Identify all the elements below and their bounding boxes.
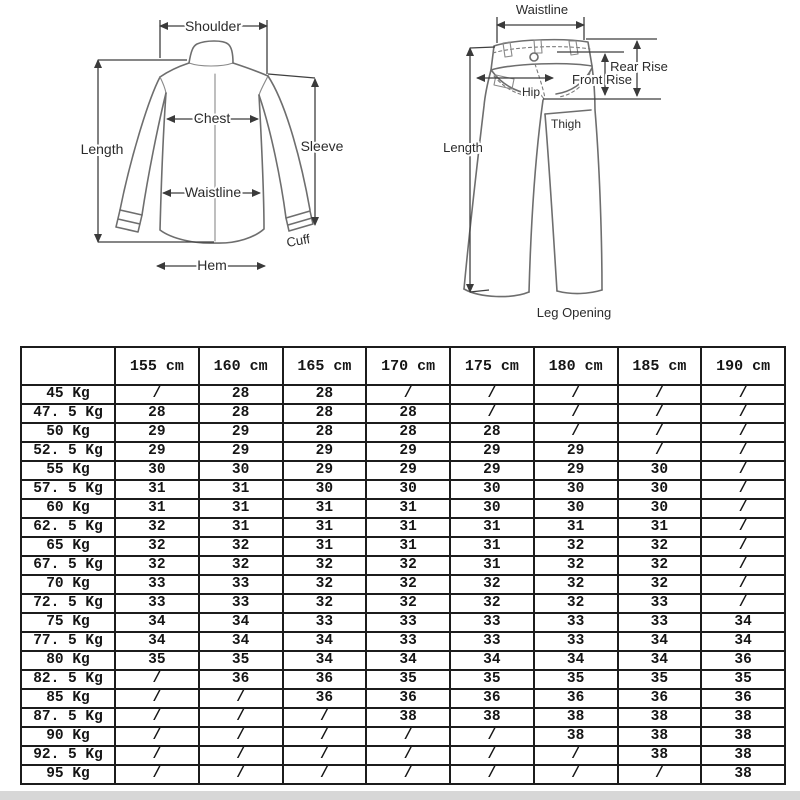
weight-row-header: 95 Kg bbox=[21, 765, 115, 784]
size-value-cell: 29 bbox=[115, 423, 199, 442]
size-value-cell: 38 bbox=[701, 708, 785, 727]
pants-length-label: Length bbox=[443, 140, 483, 155]
size-value-cell: 31 bbox=[366, 537, 450, 556]
size-value-cell: / bbox=[366, 727, 450, 746]
size-value-cell: / bbox=[701, 480, 785, 499]
size-value-cell: 38 bbox=[701, 727, 785, 746]
size-value-cell: 38 bbox=[534, 708, 618, 727]
size-value-cell: / bbox=[701, 404, 785, 423]
table-row bbox=[21, 404, 785, 423]
size-value-cell: / bbox=[199, 765, 283, 784]
size-value-cell: 35 bbox=[366, 670, 450, 689]
size-value-cell: 33 bbox=[450, 632, 534, 651]
pants-thigh-label: Thigh bbox=[550, 117, 582, 131]
size-value-cell: / bbox=[283, 746, 367, 765]
table-row bbox=[21, 556, 785, 575]
size-value-cell: 30 bbox=[115, 461, 199, 480]
size-value-cell: 31 bbox=[115, 480, 199, 499]
size-value-cell: 34 bbox=[450, 651, 534, 670]
size-value-cell: / bbox=[618, 765, 702, 784]
shirt-diagram bbox=[81, 18, 344, 273]
size-value-cell: 36 bbox=[366, 689, 450, 708]
size-value-cell: / bbox=[534, 746, 618, 765]
shirt-cuff-label: Cuff bbox=[285, 231, 312, 251]
size-value-cell: 31 bbox=[534, 518, 618, 537]
size-value-cell: 32 bbox=[534, 556, 618, 575]
shirt-labels bbox=[81, 18, 344, 273]
weight-row-header: 92. 5 Kg bbox=[21, 746, 115, 765]
table-row bbox=[21, 727, 785, 746]
size-value-cell: 34 bbox=[701, 613, 785, 632]
pants-leg-opening-label: Leg Opening bbox=[536, 305, 612, 320]
pants-rear-rise-label: Rear Rise bbox=[610, 59, 668, 74]
size-value-cell: 31 bbox=[283, 518, 367, 537]
size-value-cell: / bbox=[701, 518, 785, 537]
size-value-cell: 28 bbox=[450, 423, 534, 442]
size-value-cell: / bbox=[199, 708, 283, 727]
height-column-header: 185 cm bbox=[618, 347, 702, 385]
height-column-header: 180 cm bbox=[534, 347, 618, 385]
size-value-cell: 35 bbox=[534, 670, 618, 689]
table-row bbox=[21, 518, 785, 537]
size-value-cell: 32 bbox=[199, 556, 283, 575]
size-value-cell: 32 bbox=[450, 575, 534, 594]
size-value-cell: 32 bbox=[115, 518, 199, 537]
size-value-cell: / bbox=[283, 708, 367, 727]
size-value-cell: 30 bbox=[618, 461, 702, 480]
weight-row-header: 60 Kg bbox=[21, 499, 115, 518]
size-value-cell: 31 bbox=[450, 556, 534, 575]
size-value-cell: 30 bbox=[283, 480, 367, 499]
size-value-cell: 32 bbox=[115, 537, 199, 556]
size-value-cell: 33 bbox=[115, 594, 199, 613]
size-value-cell: 29 bbox=[115, 442, 199, 461]
size-value-cell: / bbox=[618, 404, 702, 423]
size-value-cell: 29 bbox=[283, 461, 367, 480]
size-value-cell: 36 bbox=[618, 689, 702, 708]
weight-row-header: 77. 5 Kg bbox=[21, 632, 115, 651]
table-row bbox=[21, 461, 785, 480]
size-value-cell: 38 bbox=[618, 708, 702, 727]
weight-row-header: 72. 5 Kg bbox=[21, 594, 115, 613]
size-value-cell: / bbox=[115, 670, 199, 689]
header-row bbox=[21, 347, 785, 385]
weight-row-header: 75 Kg bbox=[21, 613, 115, 632]
size-value-cell: 32 bbox=[366, 556, 450, 575]
size-value-cell: 33 bbox=[618, 594, 702, 613]
size-value-cell: / bbox=[199, 727, 283, 746]
shirt-chest-label: Chest bbox=[193, 110, 231, 126]
height-column-header: 175 cm bbox=[450, 347, 534, 385]
size-value-cell: 30 bbox=[199, 461, 283, 480]
size-table-body bbox=[21, 385, 785, 784]
pants-diagram bbox=[443, 2, 668, 320]
table-row bbox=[21, 594, 785, 613]
table-row bbox=[21, 689, 785, 708]
size-value-cell: 29 bbox=[450, 461, 534, 480]
weight-row-header: 57. 5 Kg bbox=[21, 480, 115, 499]
size-value-cell: 34 bbox=[701, 632, 785, 651]
size-value-cell: / bbox=[115, 765, 199, 784]
size-value-cell: 30 bbox=[534, 499, 618, 518]
size-value-cell: 34 bbox=[366, 651, 450, 670]
measurement-diagrams bbox=[0, 0, 800, 342]
table-row bbox=[21, 499, 785, 518]
size-value-cell: 31 bbox=[366, 499, 450, 518]
size-value-cell: / bbox=[701, 537, 785, 556]
size-value-cell: / bbox=[534, 423, 618, 442]
size-value-cell: 29 bbox=[534, 442, 618, 461]
size-value-cell: 36 bbox=[534, 689, 618, 708]
size-value-cell: 33 bbox=[199, 575, 283, 594]
table-row bbox=[21, 708, 785, 727]
size-value-cell: 36 bbox=[199, 670, 283, 689]
size-value-cell: / bbox=[701, 499, 785, 518]
size-value-cell: 33 bbox=[366, 632, 450, 651]
size-value-cell: 33 bbox=[366, 613, 450, 632]
size-value-cell: 34 bbox=[115, 632, 199, 651]
size-value-cell: 38 bbox=[534, 727, 618, 746]
height-column-header: 190 cm bbox=[701, 347, 785, 385]
weight-row-header: 50 Kg bbox=[21, 423, 115, 442]
size-value-cell: / bbox=[450, 765, 534, 784]
weight-row-header: 85 Kg bbox=[21, 689, 115, 708]
size-value-cell: 30 bbox=[366, 480, 450, 499]
weight-row-header: 45 Kg bbox=[21, 385, 115, 404]
size-value-cell: 32 bbox=[618, 556, 702, 575]
shirt-outline bbox=[116, 41, 313, 243]
shirt-sleeve-label: Sleeve bbox=[300, 138, 344, 154]
size-value-cell: 31 bbox=[283, 499, 367, 518]
shirt-measure-lines bbox=[98, 20, 315, 266]
size-value-cell: 31 bbox=[450, 518, 534, 537]
size-value-cell: 29 bbox=[366, 461, 450, 480]
size-value-cell: 35 bbox=[618, 670, 702, 689]
size-value-cell: / bbox=[450, 385, 534, 404]
height-column-header: 170 cm bbox=[366, 347, 450, 385]
size-value-cell: 28 bbox=[283, 385, 367, 404]
pants-hip-label: Hip bbox=[521, 85, 541, 99]
size-value-cell: / bbox=[618, 442, 702, 461]
size-value-cell: 32 bbox=[283, 556, 367, 575]
size-value-cell: / bbox=[534, 404, 618, 423]
table-row bbox=[21, 765, 785, 784]
weight-row-header: 67. 5 Kg bbox=[21, 556, 115, 575]
size-value-cell: 34 bbox=[199, 613, 283, 632]
size-value-cell: 34 bbox=[115, 613, 199, 632]
size-value-cell: 30 bbox=[450, 480, 534, 499]
weight-row-header: 62. 5 Kg bbox=[21, 518, 115, 537]
size-value-cell: / bbox=[115, 689, 199, 708]
size-value-cell: 32 bbox=[534, 575, 618, 594]
size-value-cell: / bbox=[701, 423, 785, 442]
shirt-waistline-label: Waistline bbox=[184, 184, 242, 200]
size-value-cell: 32 bbox=[199, 537, 283, 556]
size-value-cell: 32 bbox=[618, 537, 702, 556]
size-value-cell: 35 bbox=[199, 651, 283, 670]
size-value-cell: / bbox=[534, 385, 618, 404]
size-value-cell: 30 bbox=[534, 480, 618, 499]
height-column-header: 160 cm bbox=[199, 347, 283, 385]
size-value-cell: / bbox=[701, 385, 785, 404]
size-value-cell: 28 bbox=[283, 423, 367, 442]
size-value-cell: 33 bbox=[283, 613, 367, 632]
size-value-cell: 30 bbox=[450, 499, 534, 518]
weight-row-header: 82. 5 Kg bbox=[21, 670, 115, 689]
size-value-cell: 28 bbox=[366, 404, 450, 423]
weight-row-header: 52. 5 Kg bbox=[21, 442, 115, 461]
size-value-cell: 28 bbox=[199, 404, 283, 423]
size-value-cell: 31 bbox=[450, 537, 534, 556]
size-value-cell: / bbox=[366, 746, 450, 765]
size-value-cell: 32 bbox=[534, 594, 618, 613]
size-value-cell: 36 bbox=[701, 651, 785, 670]
table-row bbox=[21, 575, 785, 594]
table-row bbox=[21, 651, 785, 670]
size-value-cell: 35 bbox=[701, 670, 785, 689]
size-value-cell: / bbox=[115, 727, 199, 746]
size-value-cell: / bbox=[450, 746, 534, 765]
size-value-cell: 28 bbox=[199, 385, 283, 404]
size-value-cell: 36 bbox=[450, 689, 534, 708]
size-value-cell: / bbox=[366, 765, 450, 784]
weight-row-header: 47. 5 Kg bbox=[21, 404, 115, 423]
size-value-cell: 36 bbox=[283, 670, 367, 689]
size-value-cell: 31 bbox=[283, 537, 367, 556]
size-value-cell: 38 bbox=[701, 746, 785, 765]
size-value-cell: 32 bbox=[366, 575, 450, 594]
size-value-cell: / bbox=[618, 423, 702, 442]
height-column-header: 165 cm bbox=[283, 347, 367, 385]
corner-cell bbox=[21, 347, 115, 385]
size-value-cell: 32 bbox=[115, 556, 199, 575]
size-value-cell: 38 bbox=[366, 708, 450, 727]
size-value-cell: 38 bbox=[618, 746, 702, 765]
shirt-shoulder-label: Shoulder bbox=[184, 18, 242, 34]
table-row bbox=[21, 670, 785, 689]
size-value-cell: 31 bbox=[199, 518, 283, 537]
size-value-cell: / bbox=[450, 404, 534, 423]
size-value-cell: / bbox=[450, 727, 534, 746]
size-value-cell: 31 bbox=[199, 480, 283, 499]
size-value-cell: 30 bbox=[618, 499, 702, 518]
size-value-cell: / bbox=[701, 442, 785, 461]
table-row bbox=[21, 385, 785, 404]
size-value-cell: 29 bbox=[199, 423, 283, 442]
size-value-cell: 29 bbox=[450, 442, 534, 461]
size-value-cell: / bbox=[115, 746, 199, 765]
height-column-header: 155 cm bbox=[115, 347, 199, 385]
size-value-cell: 31 bbox=[115, 499, 199, 518]
size-value-cell: 34 bbox=[199, 632, 283, 651]
table-row bbox=[21, 423, 785, 442]
size-value-cell: / bbox=[701, 594, 785, 613]
size-table bbox=[20, 346, 786, 785]
weight-row-header: 65 Kg bbox=[21, 537, 115, 556]
size-value-cell: 33 bbox=[450, 613, 534, 632]
size-value-cell: 36 bbox=[701, 689, 785, 708]
weight-row-header: 90 Kg bbox=[21, 727, 115, 746]
size-value-cell: 29 bbox=[366, 442, 450, 461]
table-row bbox=[21, 613, 785, 632]
size-value-cell: 35 bbox=[115, 651, 199, 670]
size-value-cell: 38 bbox=[450, 708, 534, 727]
size-value-cell: / bbox=[283, 727, 367, 746]
table-row bbox=[21, 746, 785, 765]
size-value-cell: / bbox=[534, 765, 618, 784]
weight-row-header: 70 Kg bbox=[21, 575, 115, 594]
size-value-cell: 28 bbox=[115, 404, 199, 423]
size-value-cell: 38 bbox=[618, 727, 702, 746]
size-value-cell: 31 bbox=[366, 518, 450, 537]
size-value-cell: 34 bbox=[618, 632, 702, 651]
size-value-cell: / bbox=[199, 746, 283, 765]
size-value-cell: / bbox=[115, 708, 199, 727]
size-value-cell: 34 bbox=[283, 651, 367, 670]
footer-bar bbox=[0, 791, 800, 800]
size-value-cell: 34 bbox=[618, 651, 702, 670]
size-value-cell: 29 bbox=[534, 461, 618, 480]
size-value-cell: 34 bbox=[534, 651, 618, 670]
shirt-hem-label: Hem bbox=[197, 257, 227, 273]
size-value-cell: 32 bbox=[283, 594, 367, 613]
size-value-cell: 28 bbox=[283, 404, 367, 423]
size-value-cell: 33 bbox=[618, 613, 702, 632]
size-value-cell: 28 bbox=[366, 423, 450, 442]
size-value-cell: / bbox=[115, 385, 199, 404]
table-row bbox=[21, 537, 785, 556]
size-value-cell: 30 bbox=[618, 480, 702, 499]
size-value-cell: 35 bbox=[450, 670, 534, 689]
size-value-cell: 29 bbox=[199, 442, 283, 461]
size-value-cell: 32 bbox=[534, 537, 618, 556]
weight-row-header: 87. 5 Kg bbox=[21, 708, 115, 727]
weight-row-header: 80 Kg bbox=[21, 651, 115, 670]
size-value-cell: / bbox=[618, 385, 702, 404]
pants-front-rise-label: Front Rise bbox=[572, 72, 632, 87]
size-value-cell: 33 bbox=[115, 575, 199, 594]
size-value-cell: / bbox=[366, 385, 450, 404]
size-value-cell: 33 bbox=[534, 632, 618, 651]
table-row bbox=[21, 632, 785, 651]
size-value-cell: 34 bbox=[283, 632, 367, 651]
size-value-cell: 32 bbox=[283, 575, 367, 594]
size-value-cell: 38 bbox=[701, 765, 785, 784]
size-value-cell: 36 bbox=[283, 689, 367, 708]
size-value-cell: 31 bbox=[199, 499, 283, 518]
size-value-cell: 29 bbox=[283, 442, 367, 461]
pants-waistline-label: Waistline bbox=[515, 2, 569, 17]
size-value-cell: 32 bbox=[450, 594, 534, 613]
shirt-length-label: Length bbox=[80, 141, 124, 157]
table-row bbox=[21, 480, 785, 499]
size-value-cell: 33 bbox=[199, 594, 283, 613]
size-value-cell: / bbox=[199, 689, 283, 708]
size-value-cell: / bbox=[701, 575, 785, 594]
size-value-cell: 32 bbox=[366, 594, 450, 613]
size-table-head bbox=[21, 347, 785, 385]
size-value-cell: / bbox=[701, 461, 785, 480]
weight-row-header: 55 Kg bbox=[21, 461, 115, 480]
table-row bbox=[21, 442, 785, 461]
size-value-cell: 32 bbox=[618, 575, 702, 594]
size-value-cell: / bbox=[701, 556, 785, 575]
size-value-cell: 33 bbox=[534, 613, 618, 632]
size-value-cell: 31 bbox=[618, 518, 702, 537]
size-value-cell: / bbox=[283, 765, 367, 784]
